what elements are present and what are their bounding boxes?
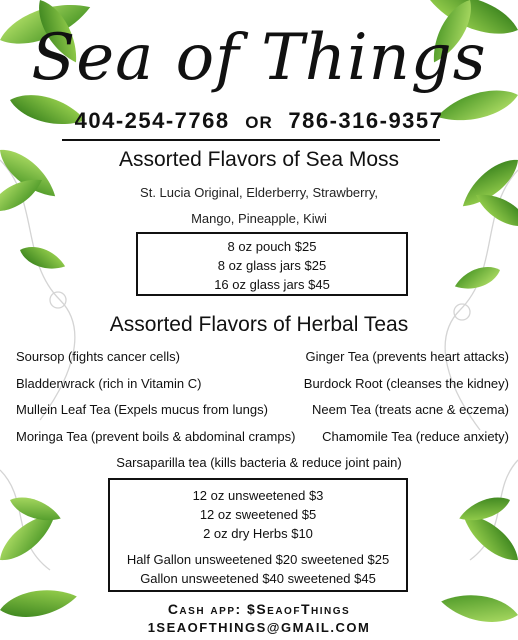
price-line: 12 oz sweetened $5	[199, 507, 317, 522]
herbal-teas-price-box	[108, 478, 408, 592]
tea-item: Mullein Leaf Tea (Expels mucus from lungs)	[16, 402, 268, 417]
tea-item: Burdock Root (cleanses the kidney)	[303, 376, 509, 391]
tea-item-center: Sarsaparilla tea (kills bacteria & reduce joint pain)	[116, 455, 402, 470]
price-line: 8 oz pouch $25	[227, 239, 317, 254]
brand-logo-title: Sea of Things	[31, 21, 487, 95]
sea-moss-heading: Assorted Flavors of Sea Moss	[118, 148, 400, 171]
tea-item: Ginger Tea (prevents heart attacks)	[305, 349, 509, 364]
tea-item: Bladderwrack (rich in Vitamin C)	[16, 376, 202, 391]
email-address[interactable]: 1SEAOFTHINGS@GMAIL.COM	[147, 620, 371, 635]
tea-item: Moringa Tea (prevent boils & abdominal cramps)	[16, 429, 296, 444]
price-line: 2 oz dry Herbs $10	[203, 526, 313, 541]
tea-item: Neem Tea (treats acne & eczema)	[311, 402, 509, 417]
phone-number-2[interactable]: 786-316-9357	[288, 108, 444, 133]
divider	[62, 139, 440, 141]
tea-item: Chamomile Tea (reduce anxiety)	[322, 429, 509, 444]
price-line: 16 oz glass jars $45	[214, 277, 330, 292]
sea-moss-flavors	[0, 180, 518, 232]
tea-item: Soursop (fights cancer cells)	[16, 349, 181, 364]
sea-moss-flavors-line: St. Lucia Original, Elderberry, Strawberry,	[140, 185, 378, 200]
spacer	[110, 543, 406, 550]
price-line: 8 oz glass jars $25	[217, 258, 327, 273]
sea-moss-price-box	[136, 232, 408, 296]
phone-number-1[interactable]: 404-254-7768	[74, 108, 230, 133]
price-line: Gallon unsweetened $40 sweetened $45	[140, 571, 376, 586]
or-separator: OR	[245, 113, 273, 132]
sea-moss-flavors-line: Mango, Pineapple, Kiwi	[191, 211, 327, 226]
phone-numbers	[0, 108, 518, 134]
herbal-teas-heading: Assorted Flavors of Herbal Teas	[109, 313, 409, 336]
cash-app-handle[interactable]: Cash app: $SeaofThings	[167, 601, 351, 617]
price-line: Half Gallon unsweetened $20 sweetened $25	[126, 552, 390, 567]
price-line: 12 oz unsweetened $3	[192, 488, 324, 503]
